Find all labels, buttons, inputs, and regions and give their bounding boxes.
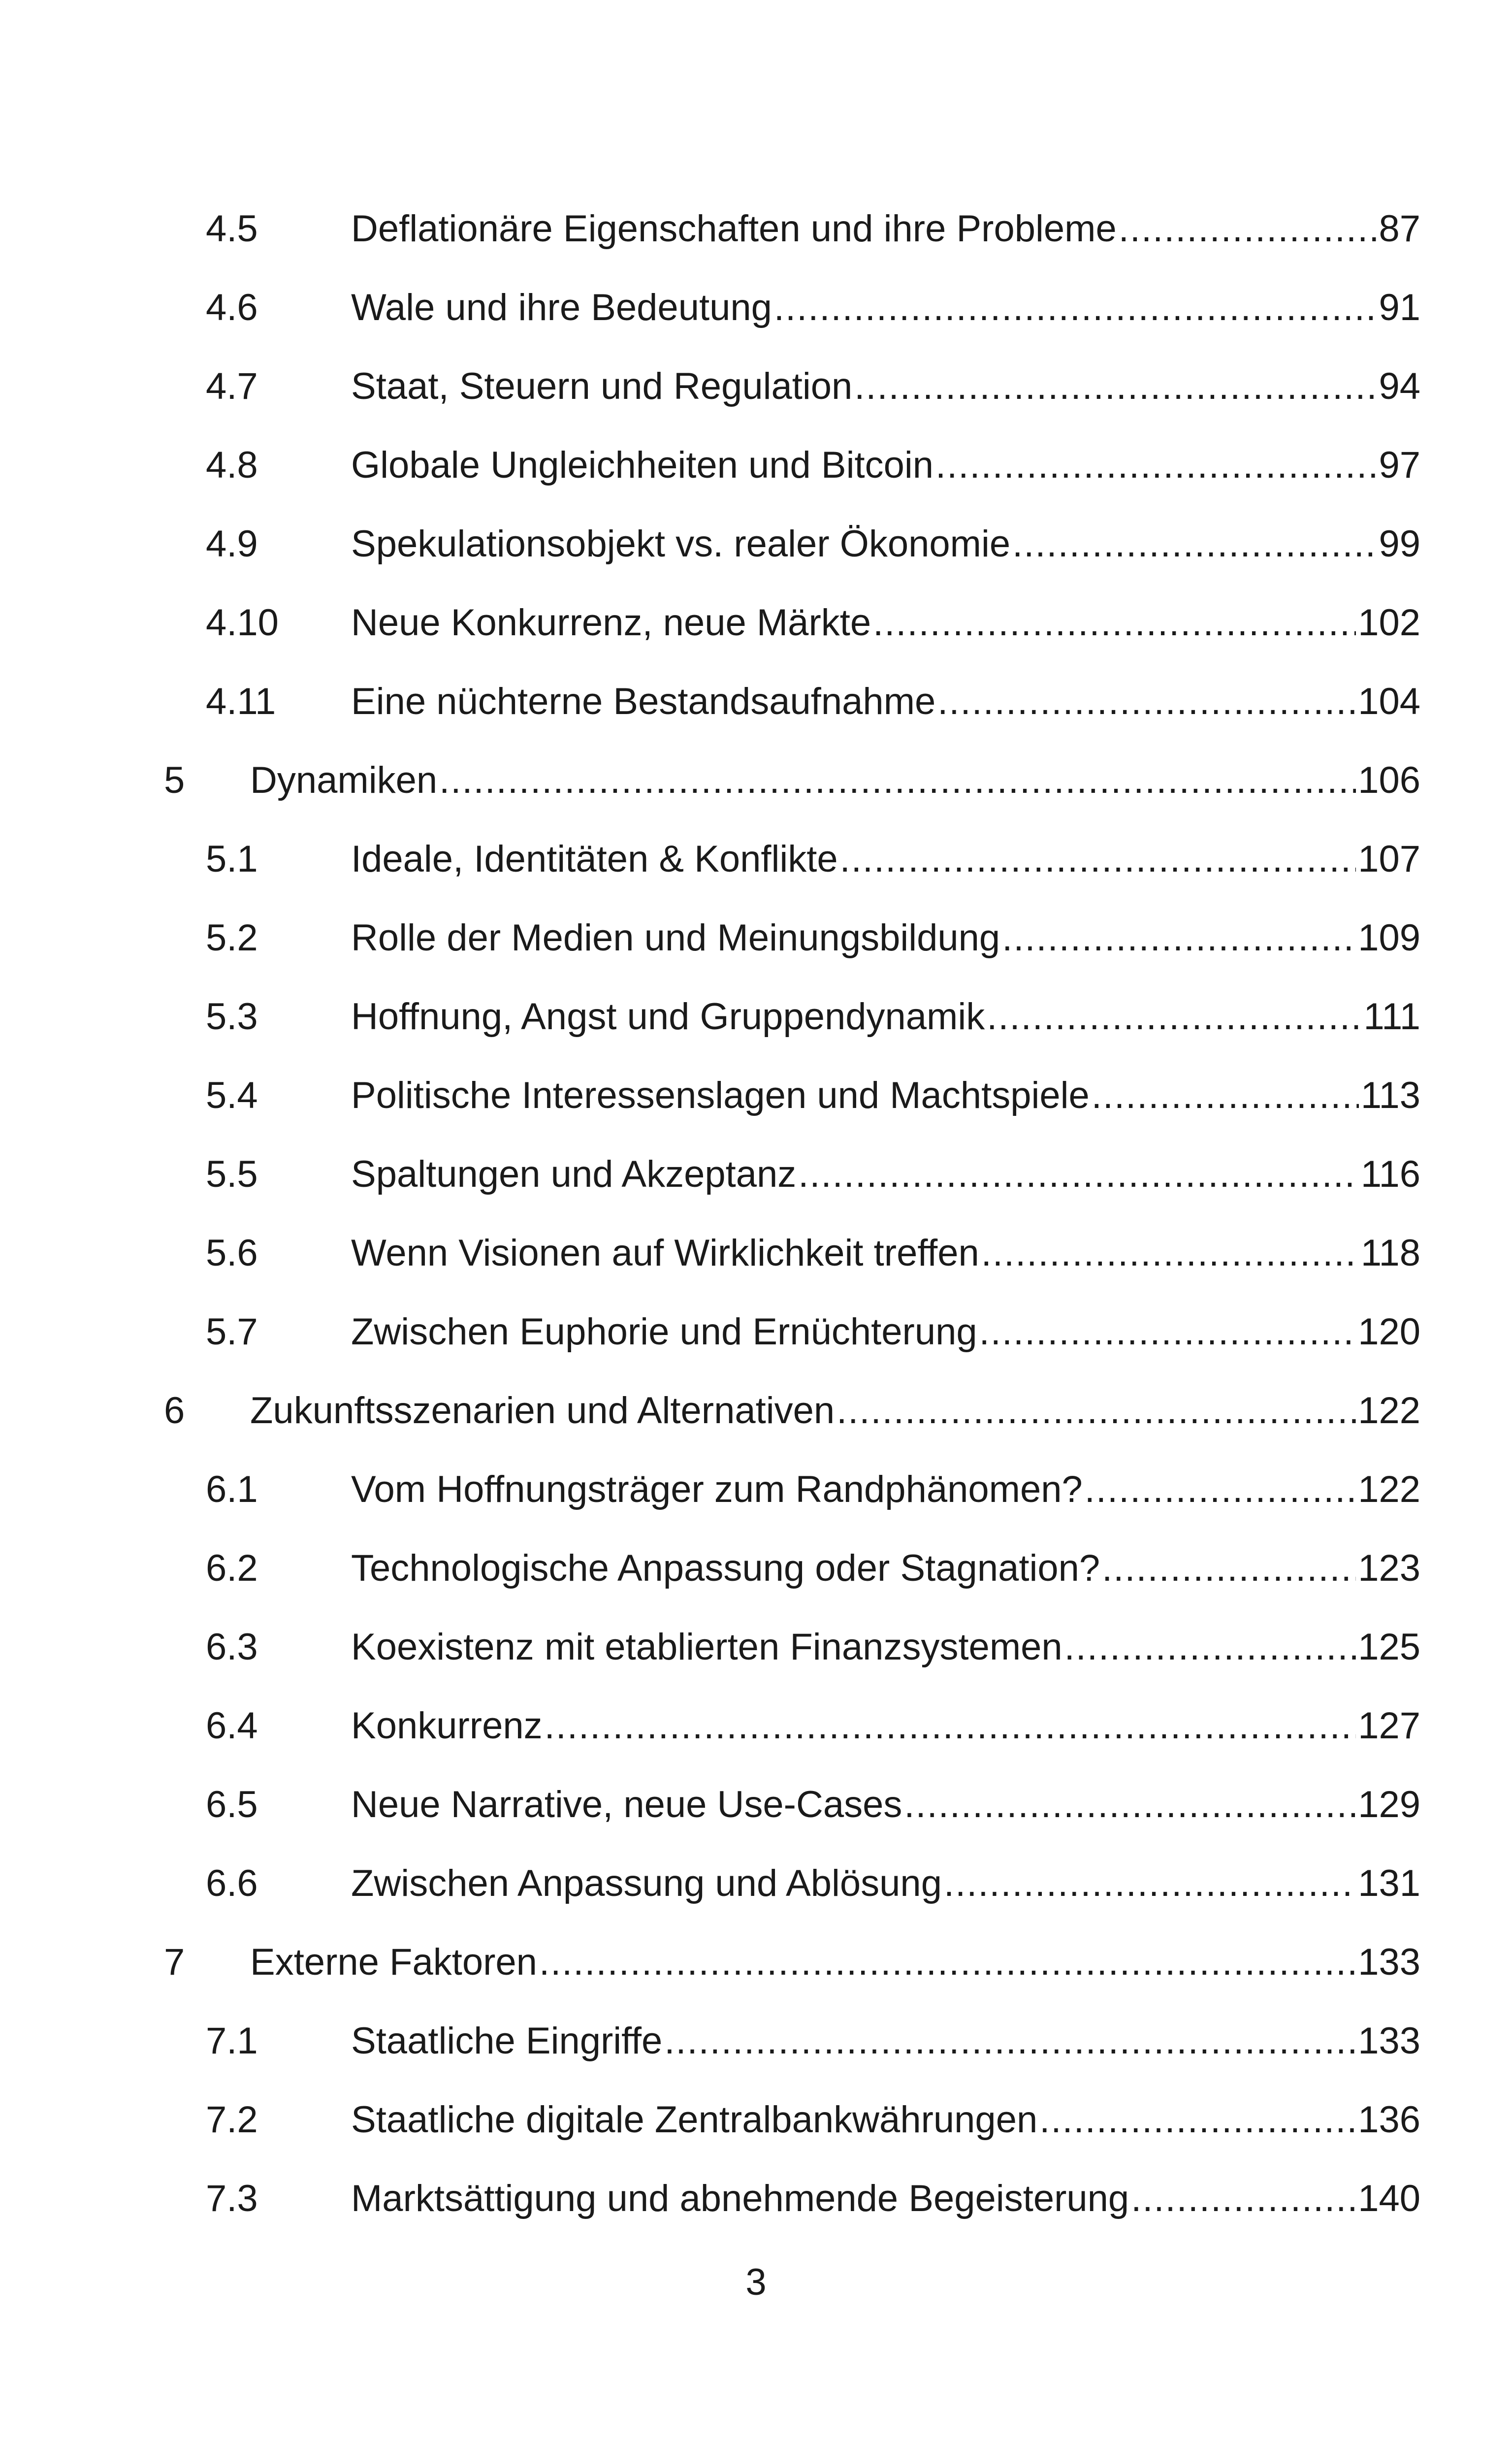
toc-entry-page: 122 [1358,1390,1420,1432]
toc-entry-line [250,741,1420,820]
toc-section-entry[interactable] [0,1765,1512,1844]
toc-section-entry[interactable] [0,1844,1512,1923]
toc-entry-page: 133 [1358,1941,1420,1983]
dot-leader [937,662,1356,741]
toc-entry-page: 104 [1358,681,1420,722]
toc-entry-number: 5.1 [206,838,258,880]
toc-entry-page: 140 [1358,2178,1420,2219]
toc-section-entry[interactable] [0,2002,1512,2081]
dot-leader [545,1687,1356,1765]
toc-entry-title: Staatliche Eingriffe [351,2020,663,2062]
toc-entry-number: 5.2 [206,917,258,959]
toc-chapter-entry[interactable] [0,1923,1512,2002]
toc-entry-line [351,505,1420,584]
dot-leader [854,347,1377,426]
toc-entry-line [351,584,1420,662]
toc-entry-number: 4.11 [206,681,276,722]
toc-section-entry[interactable] [0,2159,1512,2238]
toc-entry-line [351,2159,1420,2238]
toc-entry-title: Deflationäre Eigenschaften und ihre Probleme [351,208,1117,250]
toc-entry-line [351,1844,1420,1923]
toc-entry-number: 4.10 [206,602,279,644]
dot-leader [981,1214,1359,1293]
toc-entry-page: 106 [1358,759,1420,801]
toc-entry-number: 6.4 [206,1705,258,1747]
toc-section-entry[interactable] [0,505,1512,584]
toc-entry-line [351,1687,1420,1765]
dot-leader [798,1135,1359,1214]
dot-leader [979,1293,1356,1371]
toc-section-entry[interactable] [0,2081,1512,2159]
toc-entry-page: 127 [1358,1705,1420,1747]
toc-entry-line [351,2081,1420,2159]
toc-entry-number: 5 [164,759,185,801]
dot-leader [873,584,1356,662]
toc-entry-page: 94 [1379,365,1420,407]
toc-entry-number: 5.4 [206,1075,258,1116]
dot-leader [1039,2081,1356,2159]
toc-entry-title: Technologische Anpassung oder Stagnation? [351,1547,1100,1589]
toc-entry-page: 129 [1358,1784,1420,1825]
toc-entry-line [250,1923,1420,2002]
toc-entry-number: 5.7 [206,1311,258,1353]
toc-entry-title: Staatliche digitale Zentralbankwährungen [351,2099,1038,2141]
dot-leader [1012,505,1377,584]
toc-entry-number: 6.5 [206,1784,258,1825]
toc-entry-line [351,899,1420,977]
toc-entry-title: Globale Ungleichheiten und Bitcoin [351,444,934,486]
toc-entry-line [351,268,1420,347]
toc-entry-title: Externe Faktoren [250,1941,537,1983]
dot-leader [1092,1056,1359,1135]
toc-entry-title: Dynamiken [250,759,438,801]
toc-entry-title: Zwischen Euphorie und Ernüchterung [351,1311,977,1353]
toc-section-entry[interactable] [0,1450,1512,1529]
toc-entry-title: Koexistenz mit etablierten Finanzsystemen [351,1626,1062,1668]
toc-chapter-entry[interactable] [0,741,1512,820]
toc-chapter-entry[interactable] [0,1371,1512,1450]
toc-entry-title: Zwischen Anpassung und Ablösung [351,1862,942,1904]
toc-entry-title: Rolle der Medien und Meinungsbildung [351,917,1000,959]
toc-entry-number: 7.3 [206,2178,258,2219]
toc-entry-number: 6.6 [206,1862,258,1904]
toc-entry-title: Ideale, Identitäten & Konflikte [351,838,838,880]
toc-section-entry[interactable] [0,977,1512,1056]
toc-entry-title: Hoffnung, Angst und Gruppendynamik [351,996,985,1038]
toc-entry-page: 116 [1360,1153,1420,1195]
toc-entry-number: 7.1 [206,2020,258,2062]
toc-section-entry[interactable] [0,1135,1512,1214]
toc-entry-line [250,1371,1420,1450]
toc-entry-title: Wenn Visionen auf Wirklichkeit treffen [351,1232,979,1274]
toc-entry-line [351,820,1420,899]
dot-leader [774,268,1377,347]
toc-entry-page: 102 [1358,602,1420,644]
toc-entry-page: 107 [1358,838,1420,880]
toc-entry-number: 6 [164,1390,185,1432]
toc-section-entry[interactable] [0,584,1512,662]
dot-leader [539,1923,1356,2002]
toc-entry-title: Vom Hoffnungsträger zum Randphänomen? [351,1468,1083,1510]
toc-entry-title: Neue Narrative, neue Use-Cases [351,1784,902,1825]
dot-leader [1131,2159,1356,2238]
toc-entry-page: 111 [1363,996,1420,1038]
toc-entry-line [351,1135,1420,1214]
toc-entry-page: 118 [1360,1232,1420,1274]
toc-section-entry[interactable] [0,1293,1512,1371]
toc-entry-line [351,426,1420,505]
toc-entry-line [351,190,1420,268]
toc-entry-number: 4.5 [206,208,258,250]
toc-entry-line [351,347,1420,426]
toc-entry-title: Zukunftsszenarien und Alternativen [250,1390,835,1432]
dot-leader [935,426,1377,505]
toc-section-entry[interactable] [0,1214,1512,1293]
toc-entry-title: Spekulationsobjekt vs. realer Ökonomie [351,523,1011,565]
toc-entry-page: 125 [1358,1626,1420,1668]
toc-entry-number: 7 [164,1941,185,1983]
toc-section-entry[interactable] [0,1608,1512,1687]
toc-entry-line [351,1529,1420,1608]
toc-entry-line [351,662,1420,741]
toc-entry-title: Politische Interessenslagen und Machtspiele [351,1075,1090,1116]
toc-entry-line [351,1608,1420,1687]
dot-leader [840,820,1356,899]
dot-leader [944,1844,1356,1923]
dot-leader [439,741,1356,820]
toc-entry-line [351,1214,1420,1293]
toc-entry-number: 4.9 [206,523,258,565]
toc-section-entry[interactable] [0,1529,1512,1608]
toc-entry-page: 109 [1358,917,1420,959]
toc-entry-number: 6.1 [206,1468,258,1510]
toc-section-entry[interactable] [0,662,1512,741]
toc-section-entry[interactable] [0,899,1512,977]
toc-entry-title: Spaltungen und Akzeptanz [351,1153,797,1195]
dot-leader [836,1371,1356,1450]
dot-leader [1119,190,1377,268]
toc-entry-line [351,2002,1420,2081]
toc-section-entry[interactable] [0,820,1512,899]
toc-entry-number: 4.8 [206,444,258,486]
dot-leader [1002,899,1356,977]
toc-entry-title: Wale und ihre Bedeutung [351,287,772,328]
toc-entry-page: 87 [1379,208,1420,250]
dot-leader [664,2002,1356,2081]
toc-entry-page: 133 [1358,2020,1420,2062]
toc-entry-line [351,977,1420,1056]
dot-leader [987,977,1361,1056]
toc-entry-page: 122 [1358,1468,1420,1510]
dot-leader [1102,1529,1356,1608]
toc-section-entry[interactable] [0,190,1512,268]
page-number: 3 [745,2261,767,2303]
toc-entry-number: 4.7 [206,365,258,407]
dot-leader [904,1765,1356,1844]
toc-entry-page: 123 [1358,1547,1420,1589]
toc-entry-page: 136 [1358,2099,1420,2141]
toc-entry-line [351,1450,1420,1529]
toc-entry-page: 99 [1379,523,1420,565]
toc-section-entry[interactable] [0,1687,1512,1765]
toc-entry-title: Neue Konkurrenz, neue Märkte [351,602,871,644]
toc-entry-number: 6.3 [206,1626,258,1668]
toc-entry-line [351,1765,1420,1844]
toc-section-entry[interactable] [0,1056,1512,1135]
toc-entry-number: 5.5 [206,1153,258,1195]
dot-leader [1064,1608,1356,1687]
toc-entry-page: 91 [1379,287,1420,328]
toc-entry-number: 5.6 [206,1232,258,1274]
toc-entry-number: 5.3 [206,996,258,1038]
toc-entry-title: Konkurrenz [351,1705,543,1747]
toc-entry-title: Eine nüchterne Bestandsaufnahme [351,681,936,722]
toc-entry-title: Staat, Steuern und Regulation [351,365,853,407]
dot-leader [1085,1450,1356,1529]
toc-entry-page: 120 [1358,1311,1420,1353]
toc-entry-page: 97 [1379,444,1420,486]
toc-entry-line [351,1056,1420,1135]
toc-entry-page: 131 [1358,1862,1420,1904]
toc-entry-number: 7.2 [206,2099,258,2141]
toc-section-entry[interactable] [0,268,1512,347]
toc-section-entry[interactable] [0,347,1512,426]
toc-entry-number: 6.2 [206,1547,258,1589]
toc-section-entry[interactable] [0,426,1512,505]
toc-entry-line [351,1293,1420,1371]
toc-entry-title: Marktsättigung und abnehmende Begeisterung [351,2178,1129,2219]
toc-entry-page: 113 [1360,1075,1420,1116]
toc-entry-number: 4.6 [206,287,258,328]
